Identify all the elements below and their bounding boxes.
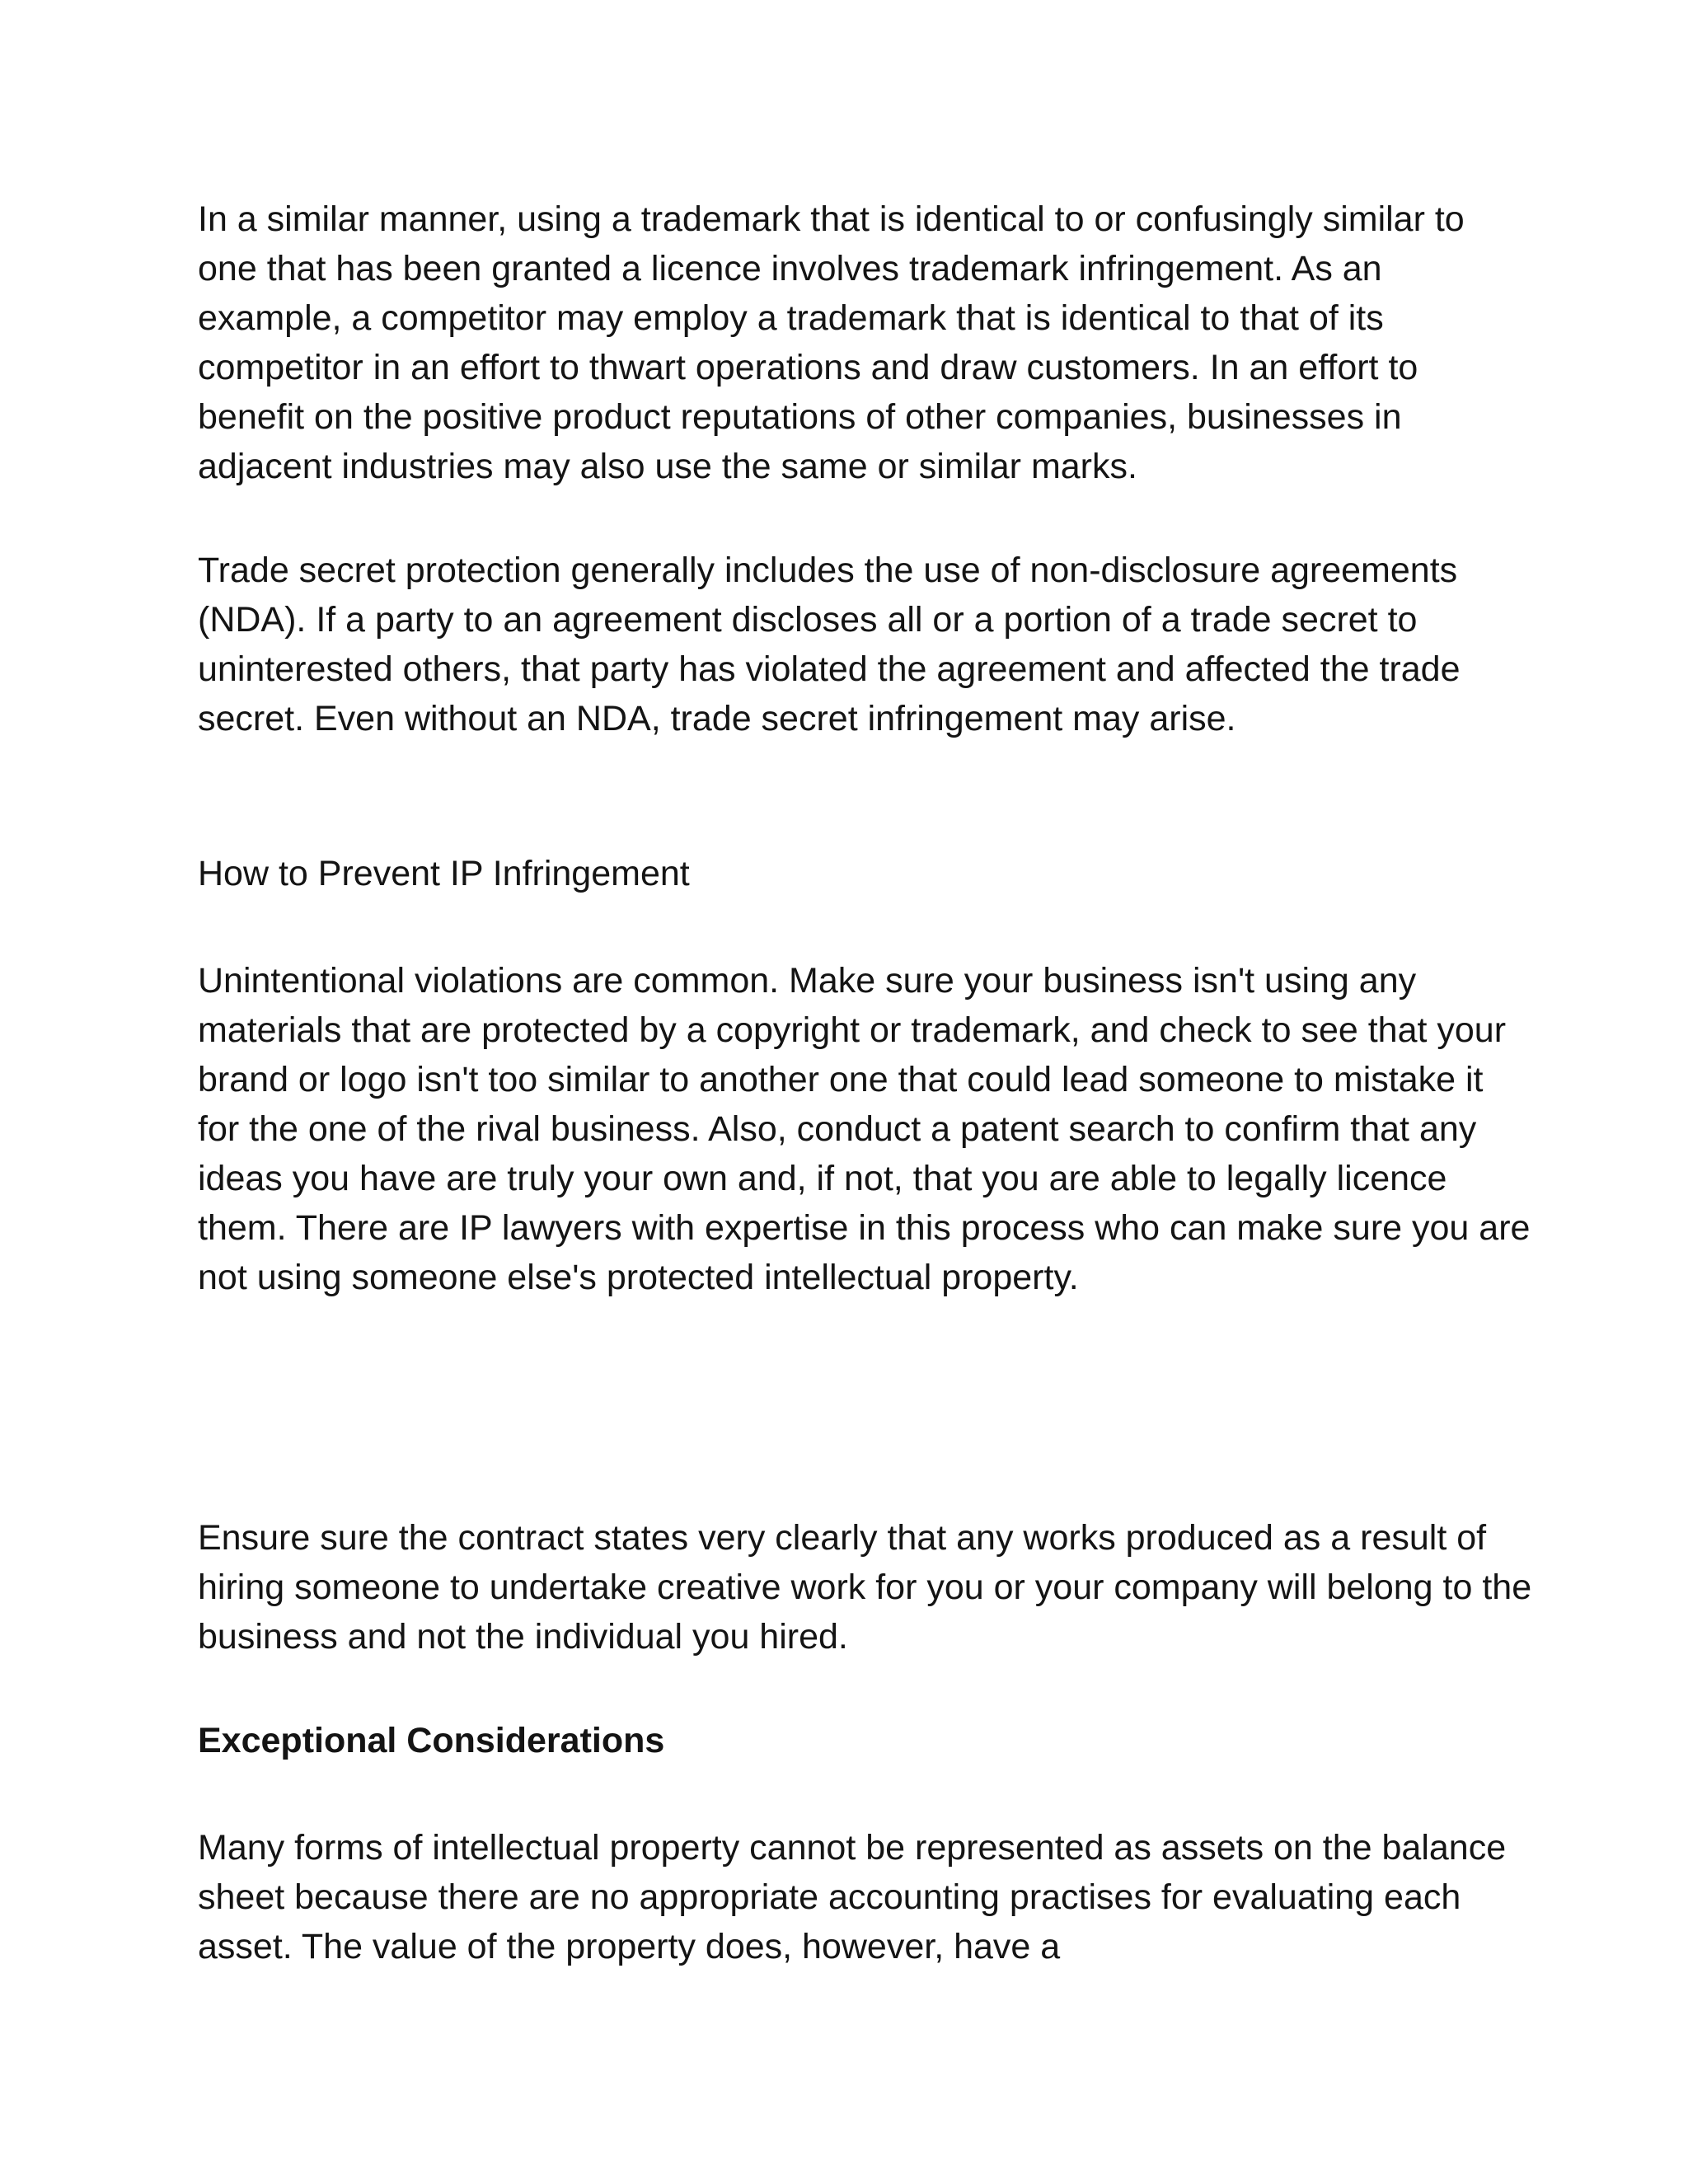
paragraph-contract-works: Ensure sure the contract states very clearly that any works produced as a result of hiring someone to undertake creative work for you or your company will belong to the business and not the individual you hired. [198, 1518, 1532, 1657]
paragraph-intellectual-property-assets: Many forms of intellectual property cannot be represented as assets on the balance sheet because there are no appropriate accounting practises for evaluating each asset. The value of the property does, however, have a [198, 1828, 1507, 1966]
heading-prevent-ip-infringement: How to Prevent IP Infringement [198, 854, 690, 893]
paragraph-trademark-infringement: In a similar manner, using a trademark that is identical to or confusingly similar to one that has been granted a licence involves trademark infringement. As an example, a competitor may employ a trademark that is identical to that of its competitor in an effort to thwart operations and draw customers. In an effort to benefit on the positive product reputations of other companies, businesses in adjacent industries may also use the same or similar marks. [198, 199, 1465, 486]
heading-exceptional-considerations: Exceptional Considerations [198, 1721, 665, 1760]
paragraph-unintentional-violations: Unintentional violations are common. Make sure your business isn't using any materials that are protected by a copyright or trademark, and check to see that your brand or logo isn't too similar to another one that could lead someone to mistake it for the one of the rival business. Also, conduct a patent search to confirm that any ideas you have are truly your own and, if not, that you are able to legally licence them. There are IP lawyers with expertise in this process who can make sure you are not using someone else's protected intellectual property. [198, 961, 1531, 1297]
paragraph-trade-secret: Trade secret protection generally includes the use of non-disclosure agreements (NDA). If a party to an agreement discloses all or a portion of a trade secret to uninterested others, that party has violated the agreement and affected the trade secret. Even without an NDA, trade secret infringement may arise. [198, 551, 1461, 738]
